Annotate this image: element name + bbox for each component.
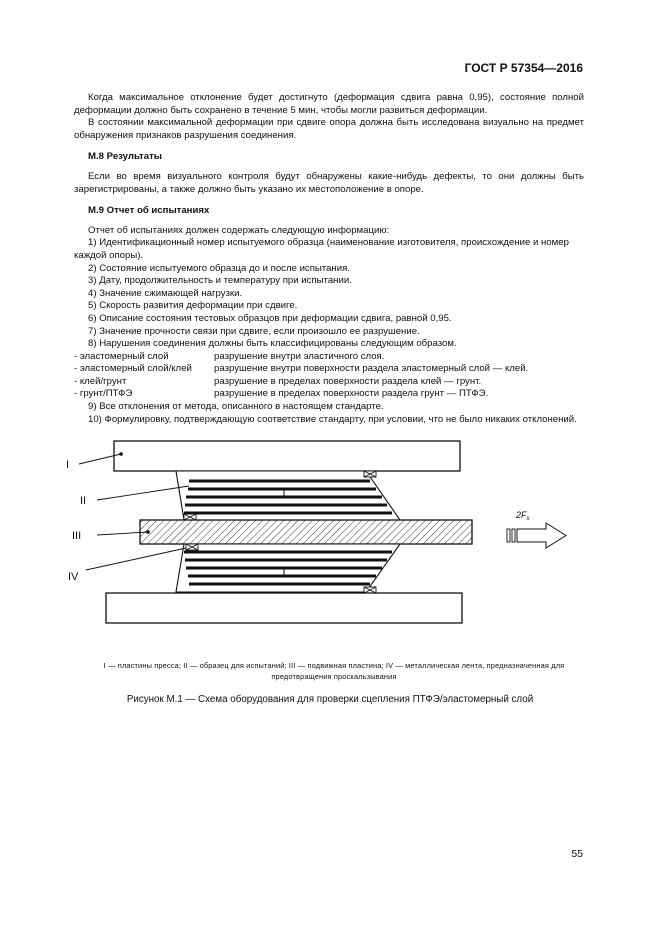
failure-description: разрушение внутри эластичного слоя. [214, 350, 385, 362]
lower-press-plate [106, 593, 462, 623]
failure-row [74, 363, 584, 376]
list-item: 5) Скорость развития деформации при сдвиге. [88, 300, 298, 312]
list-item: 10) Формулировку, подтверждающую соответствие стандарту, при условии, что не было никаких отклонений. [88, 413, 577, 425]
failure-type: - грунт/ПТФЭ [74, 388, 133, 400]
body-text [74, 92, 584, 426]
movable-plate [140, 520, 472, 544]
figure-legend [44, 660, 624, 682]
label-iv: IV [68, 571, 79, 583]
section-m9-intro: Отчет об испытаниях должен содержать следующую информацию: [88, 224, 390, 236]
section-heading-m9: М.9 Отчет об испытаниях [88, 205, 210, 217]
test-rig-diagram [64, 436, 604, 636]
legend-line-2: предотвращения проскальзывания [271, 672, 397, 681]
list-item: 2) Состояние испытуемого образца до и после испытания. [88, 262, 350, 274]
list-item: 4) Значение сжимающей нагрузки. [88, 287, 243, 299]
label-ii: II [80, 495, 87, 507]
intro-paragraph-2: В состоянии максимальной деформации при сдвиге опора должна быть исследована визуально на предмет обнаружения признаков разрушения соединения. [74, 117, 584, 141]
page-number: 55 [571, 848, 583, 860]
failure-row [74, 351, 584, 364]
list-item: 9) Все отклонения от метода, описанного в настоящем стандарте. [88, 401, 384, 413]
force-label: $2F_x$ [516, 510, 530, 522]
failure-description: разрушение в пределах поверхности раздела грунт — ПТФЭ. [214, 388, 489, 400]
failure-row [74, 376, 584, 389]
list-item: 8) Нарушения соединения должны быть классифицированы следующим образом. [88, 338, 457, 350]
failure-row [74, 388, 584, 401]
label-iii: III [72, 530, 82, 542]
list-item: 1) Идентификационный номер испытуемого образца (наименование изготовителя, происхождение и номер каждой опоры). [74, 237, 569, 261]
list-item: 6) Описание состояния тестовых образцов при деформации сдвига, равной 0,95. [88, 312, 452, 324]
intro-paragraph-1: Когда максимальное отклонение будет достигнуто (деформация сдвига равна 0,95), состояние полной деформации должно быть сохранено в течение 5 мин, чтобы могли развиться деформации. [74, 92, 584, 116]
section-m8-text: Если во время визуального контроля будут обнаружены какие-нибудь дефекты, то они должны быть зарегистрированы, а также должно быть указано их местоположение в опоре. [74, 170, 584, 195]
label-i: I [66, 459, 70, 471]
section-heading-m8: М.8 Результаты [88, 151, 162, 163]
list-item: 7) Значение прочности связи при сдвиге, если произошло ее разрушение. [88, 325, 420, 337]
failure-type: - клей/грунт [74, 375, 127, 387]
failure-type: - эластомерный слой/клей [74, 363, 192, 375]
upper-press-plate [114, 441, 460, 471]
force-arrow [507, 523, 566, 548]
list-item: 3) Дату, продолжительность и температуру при испытании. [88, 275, 352, 287]
failure-description: разрушение внутри поверхности раздела эластомерный слой — клей. [214, 363, 529, 375]
document-header: ГОСТ Р 57354—2016 [464, 61, 583, 75]
failure-description: разрушение в пределах поверхности раздела клей — грунт. [214, 375, 482, 387]
legend-line-1: I — пластины пресса; II — образец для испытаний; III — подвижная пластина; IV — металлическая лента, предназначенная для [103, 661, 565, 670]
figure-caption: Рисунок М.1 — Схема оборудования для проверки сцепления ПТФЭ/эластомерный слой [126, 694, 534, 705]
failure-type: - эластомерный слой [74, 350, 169, 362]
test-rig-figure [64, 436, 604, 636]
